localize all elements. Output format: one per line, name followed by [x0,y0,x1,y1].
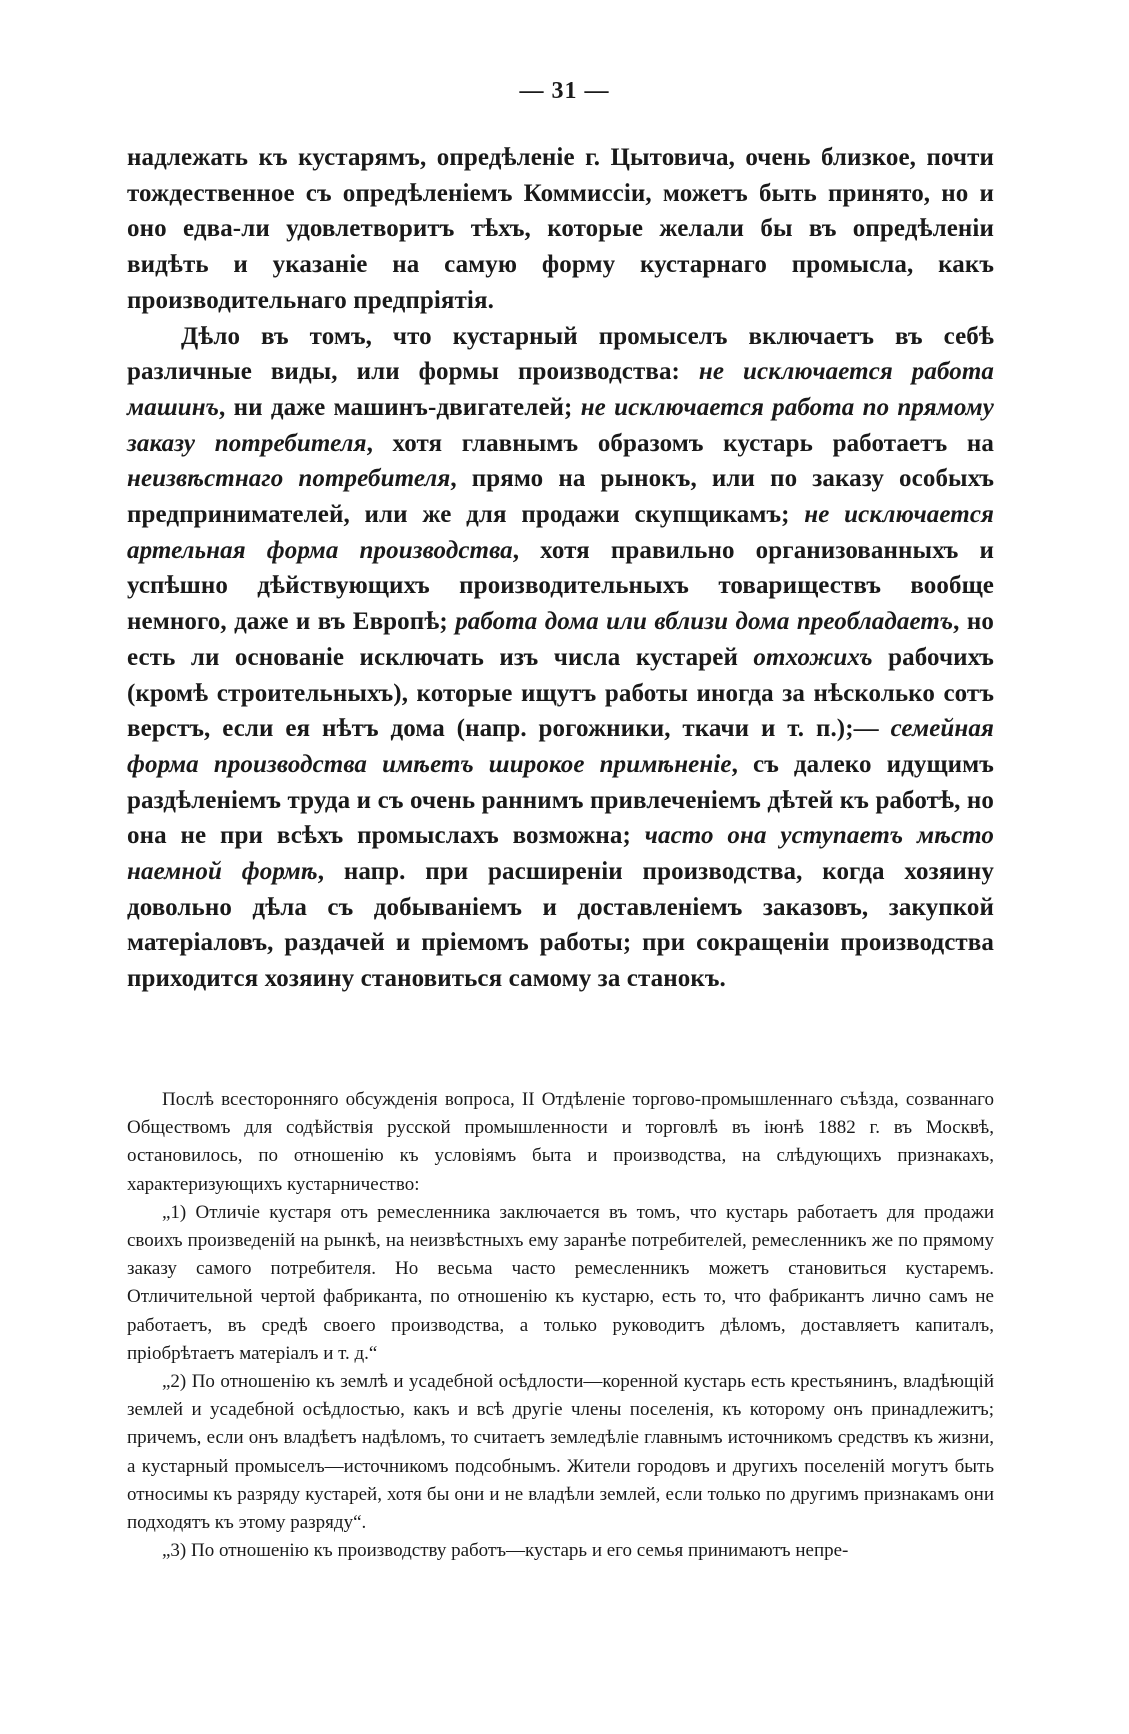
text-segment: , прямо на рынокъ, или по заказу особыхъ предпринимателей, или же для продажи скупщикамъ; [127,465,994,529]
italic-segment: не исключается работа по прямому заказу потребителя [127,393,994,457]
quoted-resolution [127,1086,994,1565]
text-segment: , напр. при расширеніи производства, когда хозяину довольно дѣла съ добываніемъ и доставленіемъ заказовъ, закупкой матеріаловъ, раздачей и пріемомъ работы; при сокращеніи производства приходится хозяину становиться самому за станокъ. [127,858,995,993]
paragraph-point-2: „2) По отношенію къ землѣ и усадебной осѣдлости—коренной кустарь есть крестьянинъ, владѣющій землей и усадебной осѣдлостью, какъ и всѣ другіе члены поселенія, къ которому онъ принадлежитъ; причемъ, если онъ владѣетъ надѣломъ, то считаетъ земледѣліе главнымъ источникомъ средствъ къ жизни, а кустарный промыселъ—источникомъ подсобнымъ. Жители городовъ и другихъ поселеній могутъ быть относимы къ разряду кустарей, хотя бы они и не владѣли землей, если только по другимъ признакамъ они подходятъ къ этому разряду“. [127,1371,994,1534]
paragraph-continuation: надлежать къ кустарямъ, опредѣленіе г. Цытовича, очень близкое, почти тождественное съ опредѣленіемъ Коммиссіи, можетъ быть принято, но и оно едва-ли удовлетворитъ тѣхъ, которые желали бы въ опредѣленіи видѣть и указаніе на самую форму кустарнаго промысла, какъ производительнаго предпріятія. [127,144,994,314]
italic-segment: семейная форма производства имѣетъ широкое примѣненіе [127,715,994,778]
paragraph-point-1: „1) Отличіе кустаря отъ ремесленника заключается въ томъ, что кустарь работаетъ для продажи своихъ произведеній на рынкѣ, на неизвѣстныхъ ему заранѣе потребителей, ремесленникъ же по прямому заказу самого потребителя. Но весьма часто ремесленникъ можетъ становиться кустаремъ. Отличительной чертой фабриканта, по отношенію къ кустарю, есть то, что фабрикантъ лично самъ не работаетъ, въ средѣ своего производства, а только руководитъ дѣломъ, доставляетъ капиталъ, пріобрѣтаетъ матеріалъ и т. д.“ [127,1201,994,1364]
italic-segment: работа дома или вблизи дома преобладаетъ [455,608,954,636]
text-segment: , но есть ли основаніе исключать изъ числа кустарей [127,608,994,671]
main-text [127,140,994,997]
text-segment: , хотя главнымъ образомъ кустарь работаетъ на [366,429,994,457]
text-segment: рабочихъ (кромѣ строительныхъ), которые ищутъ работы иногда за нѣсколько сотъ верстъ, если ея нѣтъ дома (напр. рогожники, ткачи и т. п.);— [127,643,994,743]
italic-segment: отхожихъ [753,643,873,671]
text-segment: , ни даже машинъ-двигателей; [219,393,581,421]
italic-segment: неизвѣстнаго потребителя [127,465,451,493]
paragraph-forms-of-production [127,319,994,997]
paragraph-point-3: „3) По отношенію къ производству работъ—кустарь и его семья принимаютъ непре- [162,1540,849,1562]
italic-segment: не исключается артельная форма производства [127,501,994,564]
page-number: — 31 — [519,78,610,104]
text-segment: , хотя правильно организованныхъ и успѣшно дѣйствующихъ производительныхъ товариществъ вообще немного, даже и въ Европѣ; [127,536,994,636]
italic-segment: не исключается работа машинъ [127,358,994,421]
text-segment: , съ далеко идущимъ раздѣленіемъ труда и съ очень раннимъ привлеченіемъ дѣтей къ работѣ, но она не при всѣхъ промыслахъ возможна; [127,750,994,850]
text-segment: Дѣло въ томъ, что кустарный промыселъ включаетъ въ себѣ различные виды, или формы производства: [127,322,994,386]
italic-segment: часто она уступаетъ мѣсто наемной формѣ [127,822,994,886]
paragraph-congress-intro: Послѣ всесторонняго обсужденія вопроса, II Отдѣленіе торгово-промышленнаго съѣзда, созваннаго Обществомъ для содѣйствія русской промышленности и торговлѣ въ іюнѣ 1882 г. въ Москвѣ, остановилось, по отношенію къ условіямъ быта и производства, на слѣдующихъ признакахъ, характеризующихъ кустарничество: [127,1089,994,1195]
